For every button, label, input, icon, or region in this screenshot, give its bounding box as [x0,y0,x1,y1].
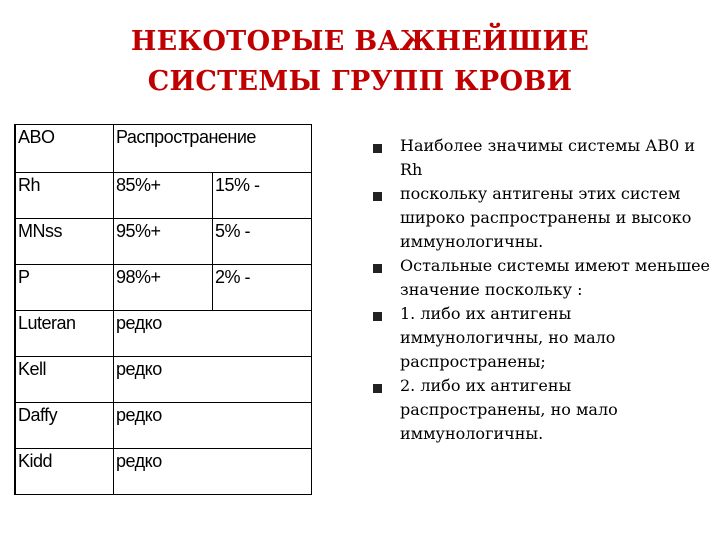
square-bullet-icon [373,144,382,153]
table-cell: Luteran [15,311,114,357]
square-bullet-icon [373,192,382,201]
table-cell: редко [114,357,312,403]
table-cell: редко [114,311,312,357]
table-cell: MNss [15,219,114,265]
square-bullet-icon [373,264,382,273]
list-item-text: 1. либо их антигены иммунологичны, но мало распространены; [400,304,616,371]
table-cell: ABO [15,125,114,173]
table-cell: 95%+ [114,219,213,265]
list-item-text: Наиболее значимы системы АВ0 и Rh [400,136,696,179]
slide-title [0,22,720,102]
square-bullet-icon [373,312,382,321]
list-item [370,302,710,374]
list-item-text: поскольку антигены этих систем широко распространены и высоко иммунологичны. [400,184,692,251]
list-item-text: 2. либо их антигены распространены, но мало иммунологичны. [400,376,618,443]
table-row [15,219,312,265]
table-cell: Rh [15,173,114,219]
table-cell: редко [114,403,312,449]
table-cell: 2% - [213,265,312,311]
list-item [370,134,710,182]
table-row [15,311,312,357]
table-cell: P [15,265,114,311]
table-row [15,265,312,311]
title-line-2: СИСТЕМЫ ГРУПП КРОВИ [147,66,573,97]
list-item [370,182,710,254]
table-cell: Kell [15,357,114,403]
table-row [15,449,312,495]
table-cell: Распространение [114,125,312,173]
table-row [15,403,312,449]
table-cell: 15% - [213,173,312,219]
table-cell: 98%+ [114,265,213,311]
table-cell: Daffy [15,403,114,449]
list-item [370,254,710,302]
table-cell: 5% - [213,219,312,265]
table-cell: Kidd [15,449,114,495]
title-line-1: НЕКОТОРЫЕ ВАЖНЕЙШИЕ [130,26,590,57]
table-cell: 85%+ [114,173,213,219]
blood-group-table [14,124,312,495]
table-cell: редко [114,449,312,495]
square-bullet-icon [373,384,382,393]
list-item [370,374,710,446]
table-row [15,357,312,403]
table-header-row [15,125,312,173]
table-row [15,173,312,219]
bullet-list [370,134,710,446]
list-item-text: Остальные системы имеют меньшее значение поскольку : [400,256,711,299]
